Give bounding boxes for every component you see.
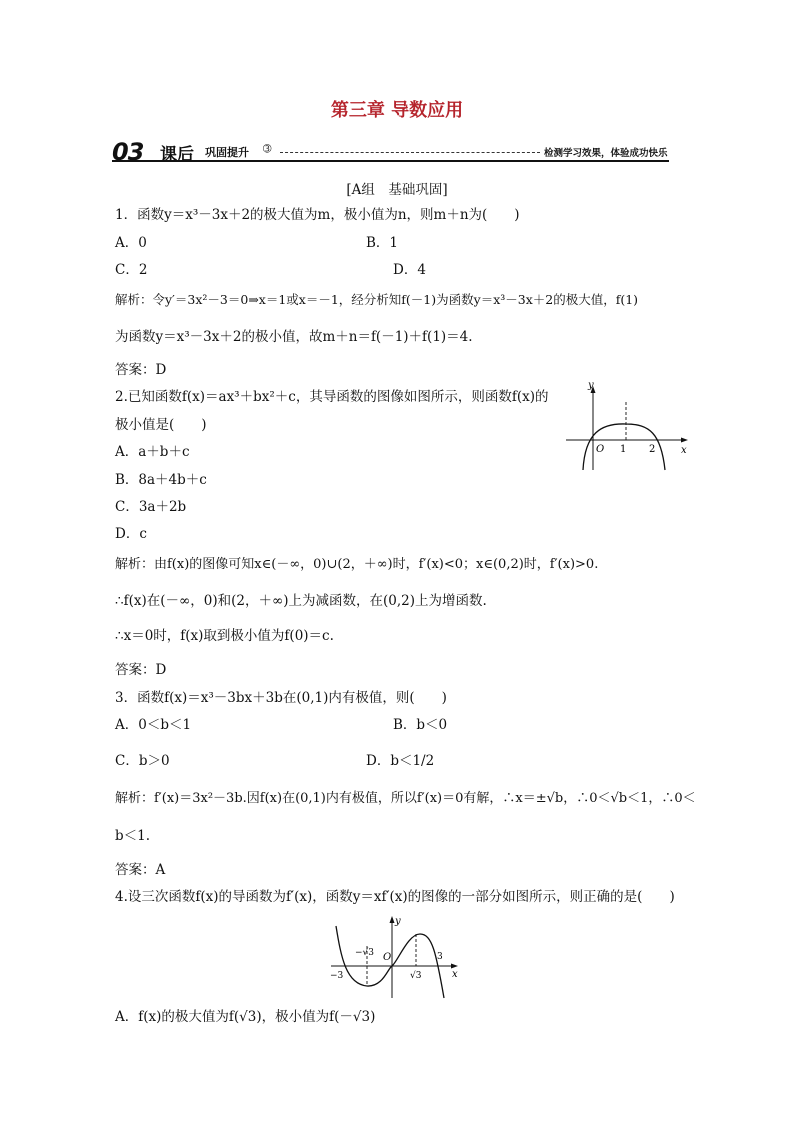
q1-analysis-line2: 为函数y＝x³－3x＋2的极小值，故m＋n＝f(－1)＋f(1)＝4.: [115, 329, 473, 345]
q1-option-a: A．0: [115, 235, 147, 251]
q2-analysis-line1: 解析：由f(x)的图像可知x∈(－∞，0)∪(2，＋∞)时，f′(x)<0；x∈(0,2)时，f′(x)>0.: [115, 557, 599, 572]
q4-stem: 4.设三次函数f(x)的导函数为f′(x)，函数y＝xf′(x)的图像的一部分如图所示，则正确的是( ): [115, 889, 675, 905]
q3-option-a: A．0＜b＜1: [115, 717, 192, 733]
banner-number: 03: [112, 138, 144, 166]
banner-dashed-line: [280, 152, 540, 153]
q1-answer: 答案：D: [115, 362, 167, 378]
group-label: [A组 基础巩固]: [346, 182, 448, 198]
page-title: 第三章 导数应用: [330, 100, 464, 121]
q2-option-d: D．c: [115, 526, 147, 542]
q2-option-c: C．3a＋2b: [115, 499, 187, 515]
q2-x-label: x: [681, 445, 687, 456]
q4-xfprime-graph: [328, 912, 463, 1000]
q4-label-pos-sqrt3: √3: [410, 971, 422, 981]
q1-option-d: D．4: [393, 262, 426, 278]
q3-answer: 答案：A: [115, 862, 166, 878]
q2-answer: 答案：D: [115, 662, 167, 678]
q4-label-neg-sqrt3: −√3: [355, 948, 375, 958]
q1-analysis-line1: 解析：令y′＝3x²－3＝0⇒x＝1或x＝－1，经分析知f(－1)为函数y＝x³－3x＋2的极大值，f(1): [115, 292, 639, 307]
q4-x-label: x: [452, 969, 458, 980]
q2-analysis-line2: ∴f(x)在(－∞，0)和(2，＋∞)上为减函数，在(0,2)上为增函数.: [115, 593, 487, 609]
q1-option-c: C．2: [115, 262, 148, 278]
q4-label-pos3: 3: [437, 952, 443, 962]
q1-option-b: B．1: [366, 235, 399, 251]
q3-analysis-line1: 解析：f′(x)＝3x²－3b.因f(x)在(0,1)内有极值，所以f′(x)＝0有解，∴x＝±√b，∴0＜√b＜1，∴0＜: [115, 791, 696, 806]
q4-y-label: y: [395, 916, 401, 927]
q4-label-neg3: −3: [330, 971, 344, 981]
q2-option-a: A．a＋b＋c: [115, 444, 190, 460]
q4-origin-label: O: [383, 952, 392, 963]
q3-stem: 3．函数f(x)＝x³－3bx＋3b在(0,1)内有极值，则( ): [115, 690, 447, 706]
q3-option-c: C．b＞0: [115, 753, 170, 769]
q2-analysis-line3: ∴x＝0时，f(x)取到极小值为f(0)＝c.: [115, 628, 334, 644]
q1-stem: 1．函数y＝x³－3x＋2的极大值为m，极小值为n，则m＋n为( ): [115, 207, 520, 223]
banner-subtitle: 巩固提升: [205, 146, 249, 159]
q2-y-label: y: [588, 380, 594, 391]
q3-option-b: B．b＜0: [393, 717, 448, 733]
q3-option-d: D．b＜1/2: [366, 753, 435, 769]
q2-derivative-graph: [563, 378, 693, 473]
banner-right-text: 检测学习效果，体验成功快乐: [544, 148, 668, 159]
q2-origin-label: O: [596, 444, 605, 455]
q2-stem-line1: 2.已知函数f(x)＝ax³＋bx²＋c，其导函数的图像如图所示，则函数f(x)的: [115, 389, 549, 405]
circle-arrow-icon: ➂: [263, 144, 272, 155]
banner-rule: [112, 160, 669, 162]
q2-stem-line2: 极小值是( ): [115, 417, 207, 433]
q2-tick-1: 1: [620, 444, 627, 455]
q4-option-a: A．f(x)的极大值为f(√3)，极小值为f(－√3): [115, 1009, 376, 1025]
banner-word: 课后: [160, 145, 194, 165]
section-banner: [112, 138, 669, 166]
q2-option-b: B．8a＋4b＋c: [115, 472, 207, 488]
q2-tick-2: 2: [649, 444, 656, 455]
q3-analysis-line2: b＜1.: [115, 828, 151, 844]
